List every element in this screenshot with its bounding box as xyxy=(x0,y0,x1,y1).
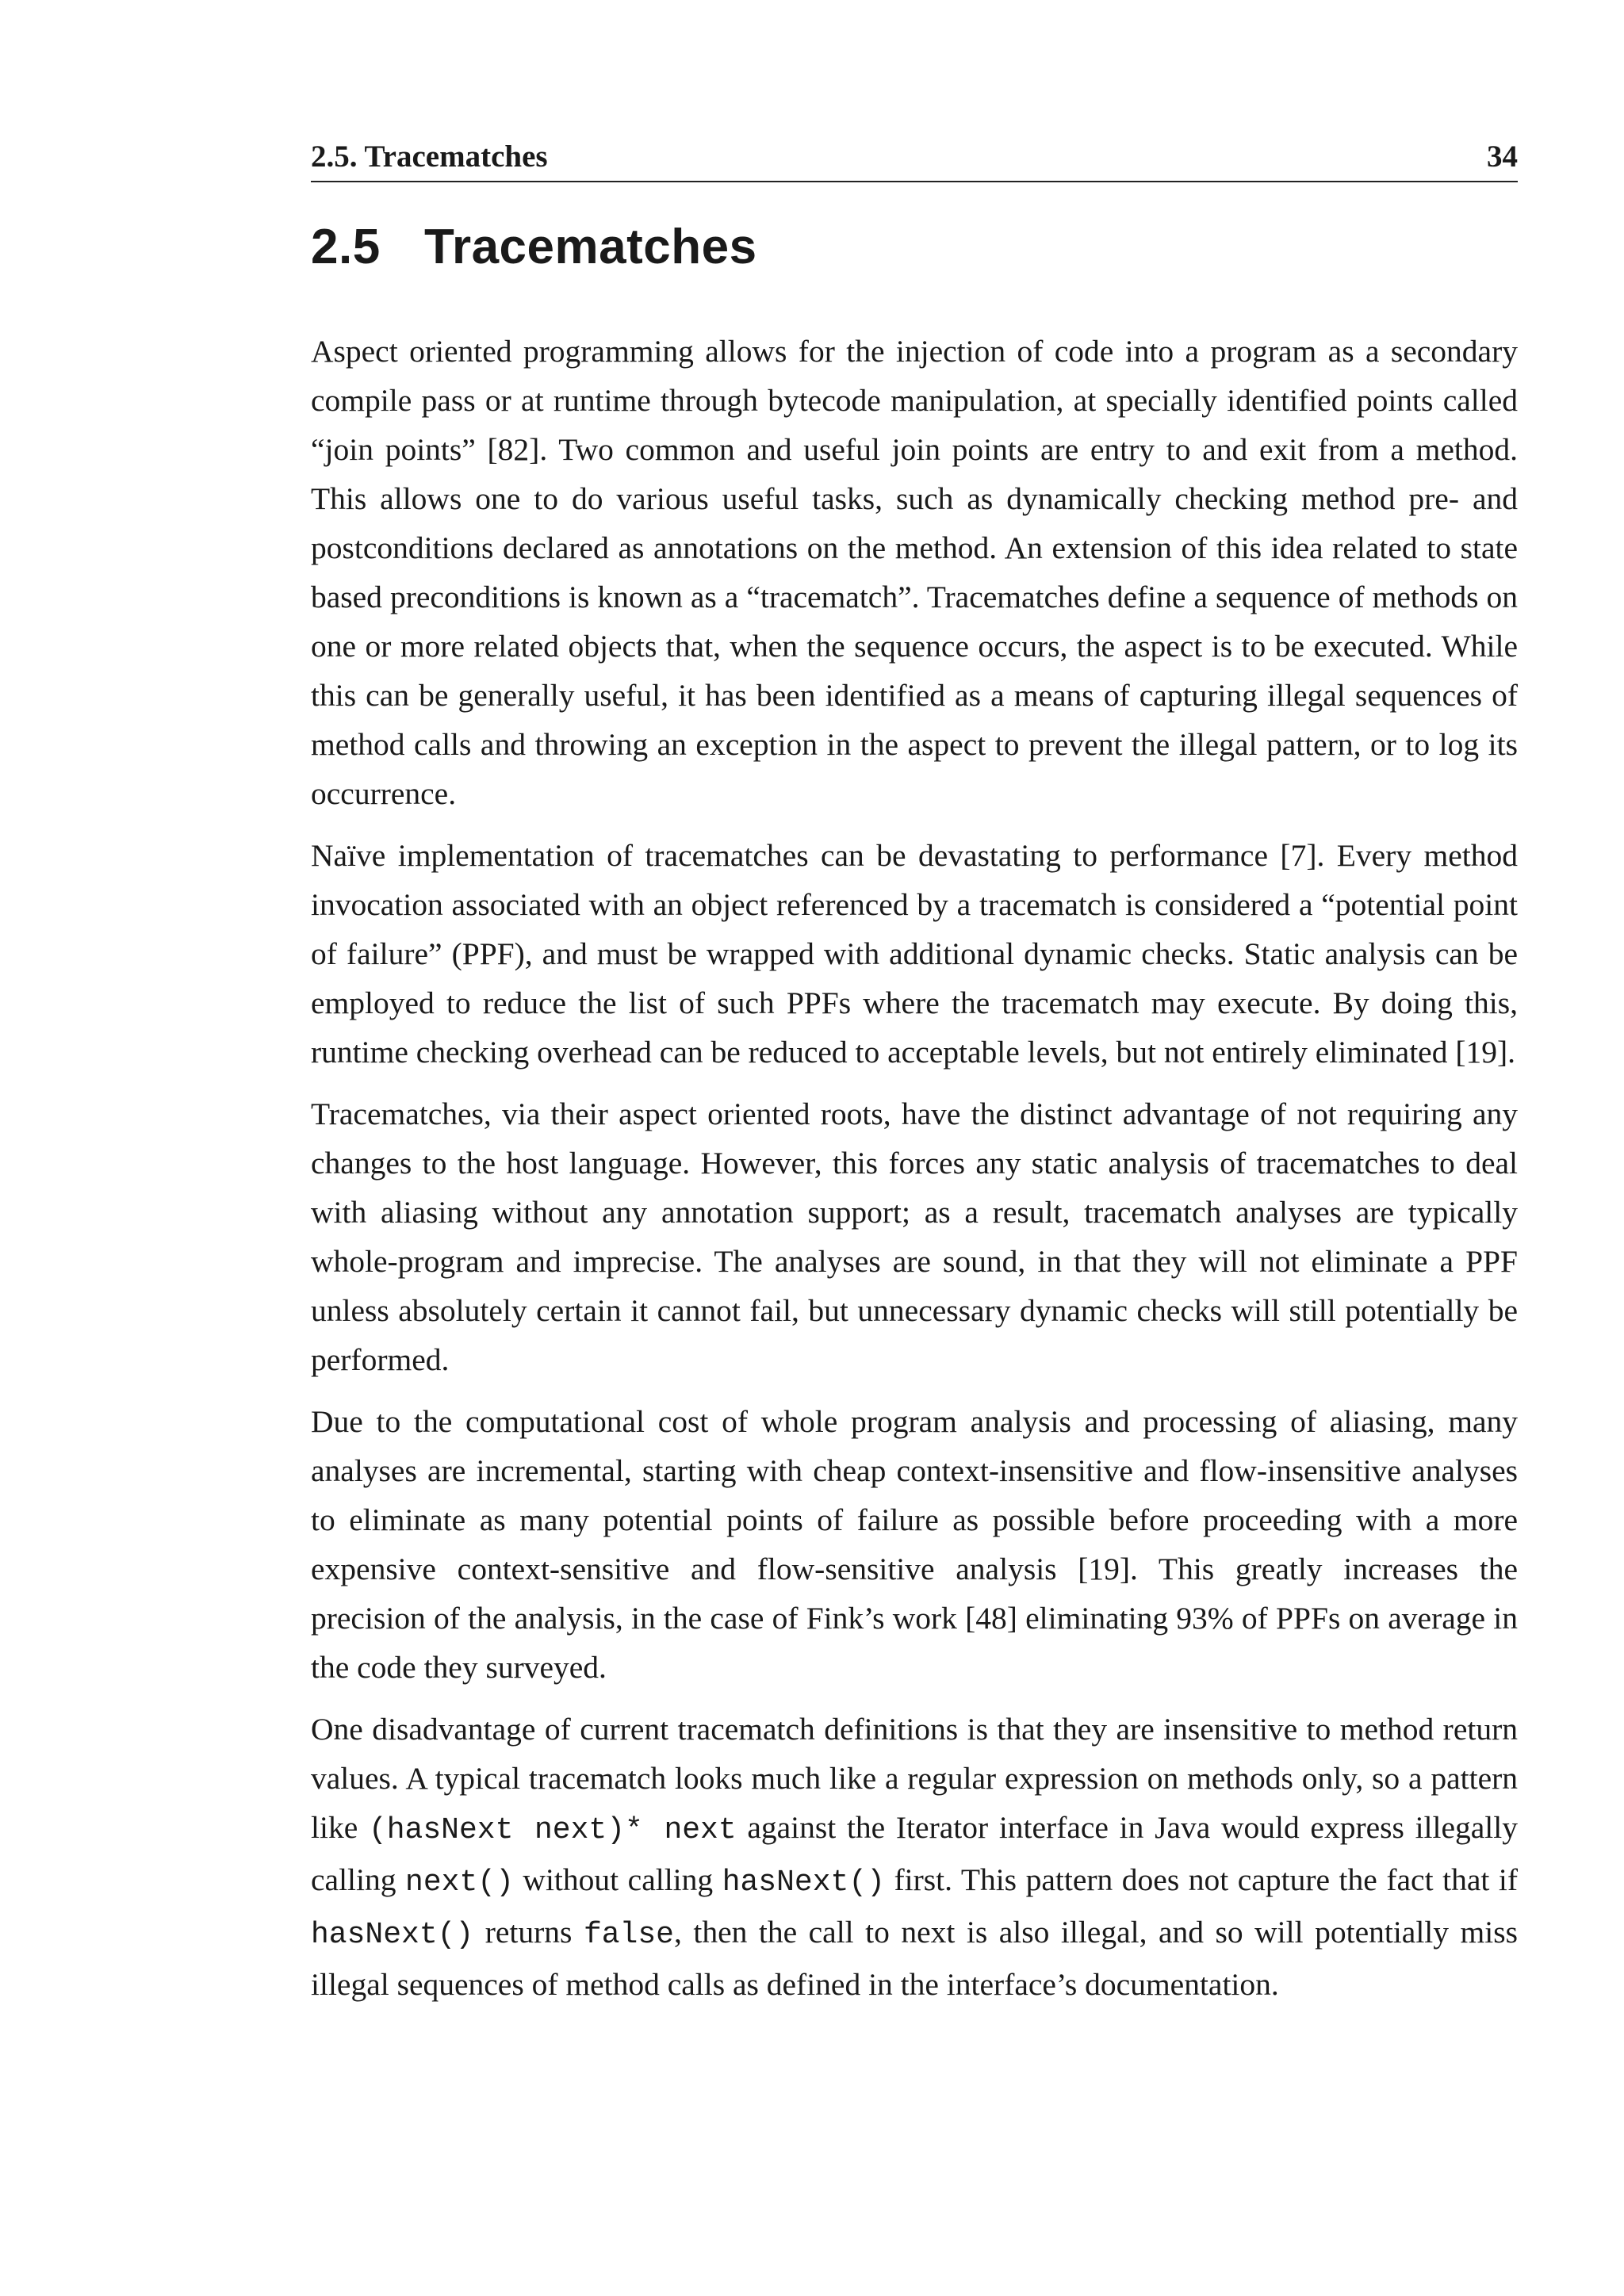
paragraph-5-text-3: without calling xyxy=(513,1862,722,1897)
code-false: false xyxy=(583,1918,674,1952)
section-heading xyxy=(311,216,1518,279)
paragraph-5-text-5: returns xyxy=(473,1915,584,1950)
paragraph-3: Tracematches, via their aspect oriented roots, have the distinct advantage of not requiring any changes to the host language. However, this forces any static analysis of tracematches to deal with aliasing without any annotation support; as a result, tracematch analyses are typically whole-program and imprecise. The analyses are sound, in that they will not eliminate a PPF unless absolutely certain it cannot fail, but unnecessary dynamic checks will still potentially be performed. xyxy=(311,1096,1518,1377)
paragraph-2: Naïve implementation of tracematches can be devastating to performance [7]. Every method invocation associated with an object referenced by a tracematch is considered a “potential point of failure” (PPF), and must be wrapped with additional dynamic checks. Static analysis can be employed to reduce the list of such PPFs where the tracematch may execute. By doing this, runtime checking overhead can be reduced to acceptable levels, but not entirely eliminated [19]. xyxy=(311,838,1518,1070)
code-pattern: (hasNext next)* next xyxy=(368,1813,737,1847)
body-text xyxy=(311,327,1518,2009)
running-header xyxy=(311,135,1518,182)
running-header-section: 2.5. Tracematches xyxy=(311,140,548,174)
paragraph-5-text-1: One disadvantage of current tracematch definitions is that they are insensitive to method return values. A typical tracematch looks much like a regular expression on methods only, so a pattern like xyxy=(311,1712,1518,1845)
paragraph-1: Aspect oriented programming allows for the injection of code into a program as a secondary compile pass or at runtime through bytecode manipulation, at specially identified points called “join points” [82]. Two common and useful join points are entry to and exit from a method. This allows one to do various useful tasks, such as dynamically checking method pre- and postconditions declared as annotations on the method. An extension of this idea related to state based preconditions is known as a “tracematch”. Tracematches define a sequence of methods on one or more related objects that, when the sequence occurs, the aspect is to be executed. While this can be generally useful, it has been identified as a means of capturing illegal sequences of method calls and throwing an exception in the aspect to prevent the illegal pattern, or to log its occurrence. xyxy=(311,334,1518,811)
code-next: next() xyxy=(405,1866,514,1900)
paragraph-5-text-2: against the Iterator interface in Java would express illegally calling xyxy=(311,1810,1519,1897)
page xyxy=(311,135,1518,2022)
paragraph-4: Due to the computational cost of whole program analysis and processing of aliasing, many analyses are incremental, starting with cheap context-insensitive and flow-insensitive analyses to eliminate as many potential points of failure as possible before proceeding with a more expensive context-sensitive and flow-sensitive analysis [19]. This greatly increases the precision of the analysis, in the case of Fink’s work [48] eliminating 93% of PPFs on average in the code they surveyed. xyxy=(311,1404,1518,1685)
paragraph-5-text-4: first. This pattern does not capture the fact that if xyxy=(884,1862,1518,1897)
code-hasnext-2: hasNext() xyxy=(311,1918,474,1952)
section-title: Tracematches xyxy=(424,220,757,274)
page-number: 34 xyxy=(1487,140,1518,174)
code-hasnext: hasNext() xyxy=(722,1866,885,1900)
paragraph-5-text-6: , then the call to next is also illegal, and so will potentially miss illegal sequences of method calls as defined in the interface’s documentation. xyxy=(311,1915,1518,2002)
paragraph-5 xyxy=(311,1705,1518,2009)
section-number: 2.5 xyxy=(311,220,381,274)
